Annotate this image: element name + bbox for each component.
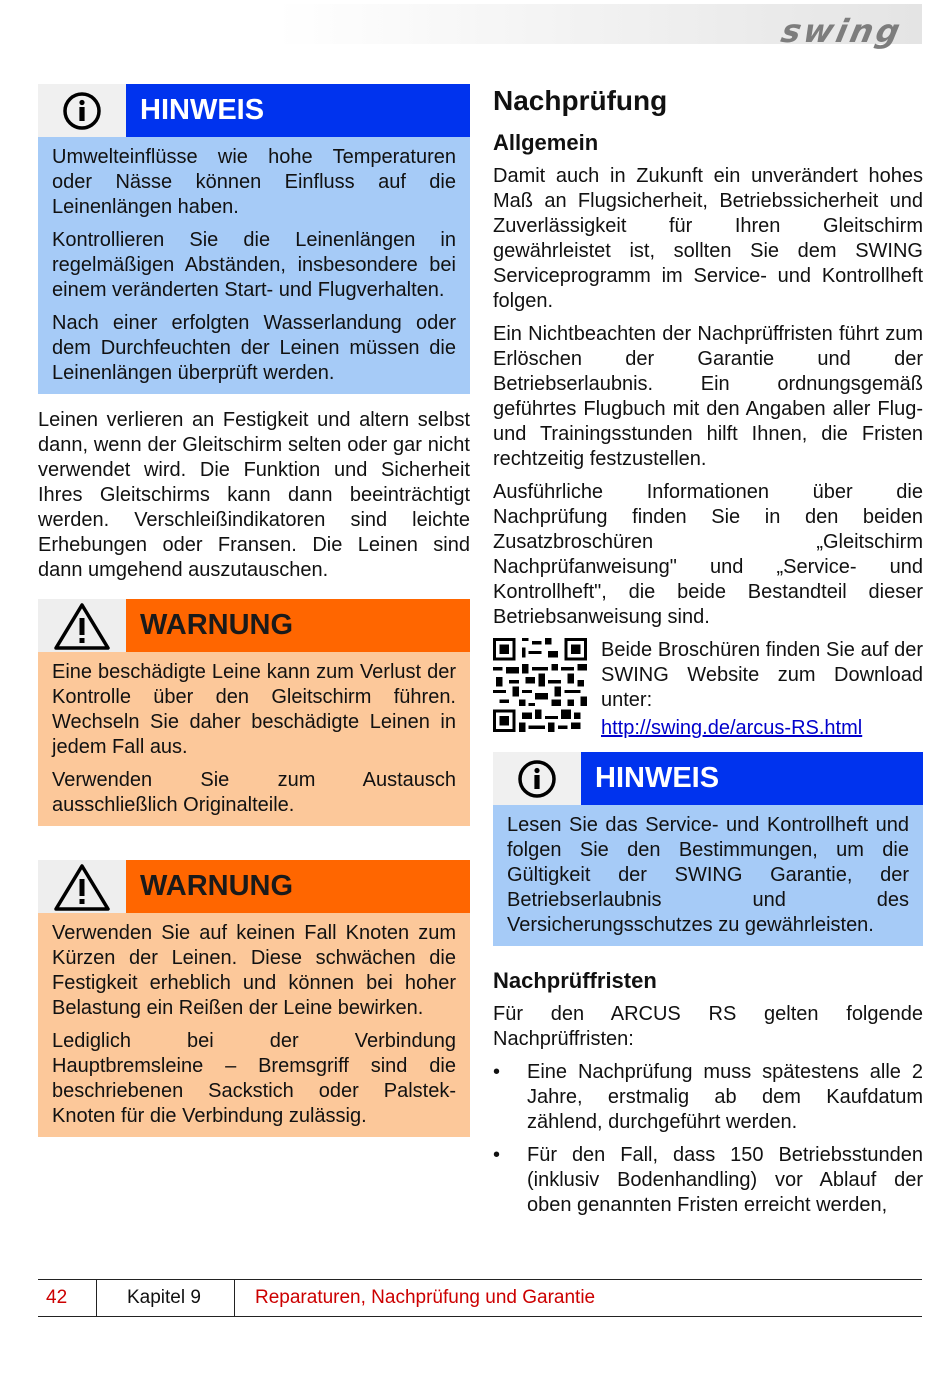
hinweis-header	[493, 752, 923, 805]
qr-text	[601, 638, 923, 740]
fristen-intro: Für den ARCUS RS gelten folgende Nachprüffristen:	[493, 1003, 923, 1050]
chapter-topic: Reparaturen, Nachprüfung und Garantie	[255, 1287, 596, 1308]
hinweis-paragraph: Kontrollieren Sie die Leinenlängen in regelmäßigen Abständen, insbesondere bei einem veränderten Start- und Flugverhalten.	[52, 229, 456, 301]
bullet-icon: •	[493, 1144, 501, 1166]
warnung-body	[38, 913, 470, 1137]
warnung-title: WARNUNG	[126, 860, 470, 913]
hinweis-title: HINWEIS	[126, 84, 470, 137]
hinweis-header	[38, 84, 470, 137]
left-column	[38, 84, 470, 1137]
hinweis-box	[38, 84, 470, 394]
warnung-box	[38, 860, 470, 1137]
list-item	[493, 1060, 923, 1135]
right-column	[493, 84, 923, 1226]
hinweis-paragraph: Lesen Sie das Service- und Kontrollheft und folgen Sie den Bestimmungen, um die Gültigkeit der SWING Garantie, der Betriebserlaubnis und des Versicherungsschutzes zu gewährleisten.	[507, 814, 909, 936]
qr-code-icon	[493, 638, 587, 732]
info-icon	[38, 84, 126, 137]
body-paragraph: Leinen verlieren an Festigkeit und altern selbst dann, wenn der Gleitschirm selten oder gar nicht verwendet wird. Die Funktion und Sicherheit Ihres Gleitschirms kann dann beeinträchtigt werden. Verschleißindikatoren sind leichte Erhebungen oder Fransen. Die Leinen sind dann umgehend auszutauschen.	[38, 409, 470, 581]
section-heading: Nachprüfung	[493, 85, 668, 116]
warnung-paragraph: Verwenden Sie zum Austausch ausschließlich Originalteile.	[52, 769, 456, 816]
qr-row	[493, 638, 923, 740]
warnung-body	[38, 652, 470, 826]
list-item	[493, 1143, 923, 1218]
hinweis-paragraph: Umwelteinflüsse wie hohe Temperaturen oder Nässe können Einfluss auf die Leinenlängen haben.	[52, 146, 456, 218]
body-paragraph: Ausführliche Informationen über die Nachprüfung finden Sie in den beiden Zusatzbroschüren „Gleitschirm Nachprüfanweisung" und „Service- und Kontrollheft", die beide Bestandteil dieser Betriebsanweisung sind.	[493, 481, 923, 628]
fristen-list	[493, 1060, 923, 1218]
warnung-title: WARNUNG	[126, 599, 470, 652]
info-icon	[493, 752, 581, 805]
warning-triangle-icon	[38, 599, 126, 652]
warnung-header	[38, 599, 470, 652]
list-item-text: Eine Nachprüfung muss spätestens alle 2 Jahre, erstmalig ab dem Kaufdatum zählend, durchgeführt werden.	[527, 1061, 923, 1133]
subheading-allgemein: Allgemein	[493, 130, 599, 155]
warnung-paragraph: Lediglich bei der Verbindung Hauptbremsleine – Bremsgriff sind die beschriebenen Sackstich oder Palstek-Knoten für die Verbindung zulässig.	[52, 1030, 456, 1127]
body-paragraph: Damit auch in Zukunft ein unverändert hohes Maß an Flugsicherheit, Betriebssicherheit und Zuverlässigkeit für Ihren Gleitschirm gewährleistet ist, sollten Sie dem SWING Serviceprogramm im Service- und Kontrollheft folgen.	[493, 165, 923, 312]
warning-triangle-icon	[38, 860, 126, 913]
hinweis-body	[38, 137, 470, 394]
swing-logo: swing	[777, 12, 907, 50]
chapter-label: Kapitel 9	[97, 1280, 235, 1316]
qr-description: Beide Broschüren finden Sie auf der SWING Website zum Download unter:	[601, 639, 923, 711]
warnung-header	[38, 860, 470, 913]
subheading-nachpruffristen: Nachprüffristen	[493, 968, 657, 993]
hinweis-box	[493, 752, 923, 946]
hinweis-paragraph: Nach einer erfolgten Wasserlandung oder dem Durchfeuchten der Leinen müssen die Leinenlängen überprüft werden.	[52, 312, 456, 384]
body-paragraph: Ein Nichtbeachten der Nachprüffristen führt zum Erlöschen der Garantie und der Betriebserlaubnis. Ein ordnungsgemäß geführtes Flugbuch mit den Angaben aller Flug- und Trainingsstunden hilft Ihnen, die Fristen rechtzeitig festzustellen.	[493, 323, 923, 470]
bullet-icon: •	[493, 1061, 501, 1083]
list-item-text: Für den Fall, dass 150 Betriebsstunden (inklusiv Bodenhandling) vor Ablauf der oben genannten Fristen erreicht werden,	[527, 1144, 923, 1216]
hinweis-body	[493, 805, 923, 946]
hinweis-title: HINWEIS	[581, 752, 923, 805]
page-footer	[38, 1279, 922, 1317]
warnung-paragraph: Verwenden Sie auf keinen Fall Knoten zum Kürzen der Leinen. Diese schwächen die Festigkeit erheblich und können bei hoher Belastung ein Reißen der Leine bewirken.	[52, 922, 456, 1019]
warnung-box	[38, 599, 470, 826]
warnung-paragraph: Eine beschädigte Leine kann zum Verlust der Kontrolle über den Gleitschirm führen. Wechseln Sie daher beschädigte Leinen in jedem Fall aus.	[52, 661, 456, 758]
download-link[interactable]: http://swing.de/arcus-RS.html	[601, 717, 863, 739]
page-number: 42	[38, 1280, 97, 1316]
